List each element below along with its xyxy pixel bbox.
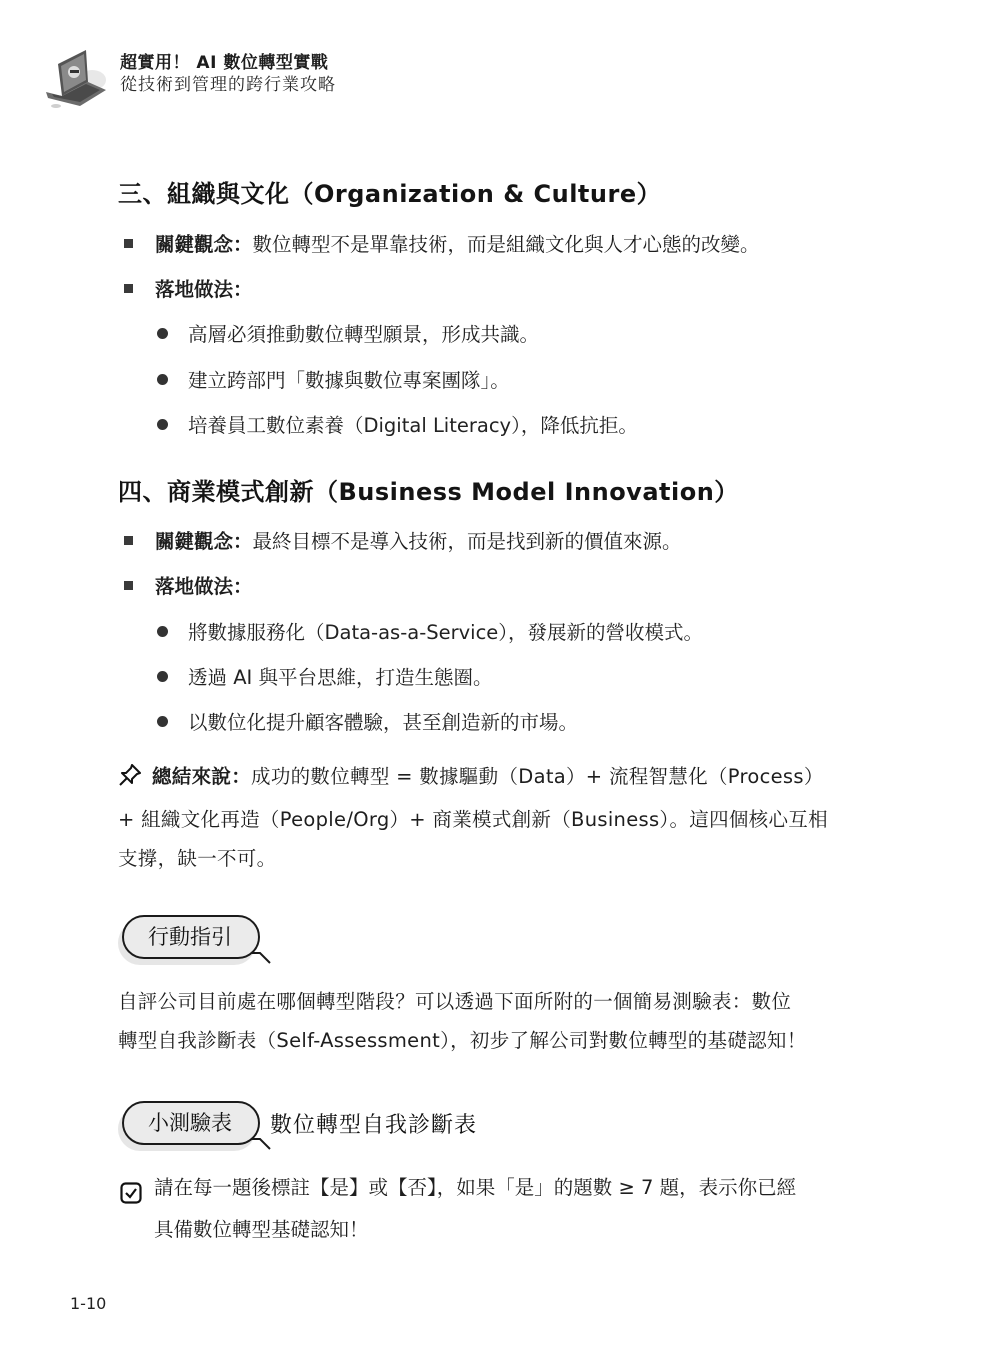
- bullet-dot-icon: [157, 419, 168, 430]
- quiz-heading: [122, 1101, 477, 1145]
- quiz-tag-label: 小測驗表: [148, 1111, 232, 1135]
- practice-label: 落地做法：: [155, 278, 253, 301]
- summary-paragraph: [118, 757, 878, 878]
- list-item-text: 培養員工數位素養（Digital Literacy），降低抗拒。: [188, 414, 638, 437]
- list-item-text: 建立跨部門「數據與數位專案團隊」。: [188, 369, 510, 392]
- section-title-business-model-innovation: 四、商業模式創新（Business Model Innovation）: [118, 478, 739, 506]
- key-concept-label: 關鍵觀念：: [155, 530, 253, 553]
- speech-tail-icon: [250, 947, 272, 969]
- bullet-dot-icon: [157, 374, 168, 385]
- book-header: [40, 38, 336, 118]
- summary-line-2: + 組織文化再造（People/Org）+ 商業模式創新（Business）。這四個核心互相: [118, 808, 828, 831]
- action-guide-line-1: 自評公司目前處在哪個轉型階段？可以透過下面所附的一個簡易測驗表：數位: [118, 990, 792, 1013]
- list-item: [157, 365, 510, 393]
- list-item: [157, 410, 638, 438]
- square-bullet-icon: [124, 284, 133, 293]
- square-bullet-icon: [124, 239, 133, 248]
- book-title: 超實用！ AI 數位轉型實戰: [120, 53, 329, 73]
- summary-line-1: 成功的數位轉型 = 數據驅動（Data）+ 流程智慧化（Process）: [251, 765, 824, 788]
- list-item-text: 將數據服務化（Data-as-a-Service），發展新的營收模式。: [188, 621, 704, 644]
- list-item-text: 透過 AI 與平台思維，打造生態圈。: [188, 666, 493, 689]
- key-concept-item: [124, 526, 682, 554]
- key-concept-text: 數位轉型不是單靠技術，而是組織文化與人才心態的改變。: [252, 233, 760, 256]
- action-guide-paragraph: [118, 982, 878, 1060]
- square-bullet-icon: [124, 581, 133, 590]
- key-concept-label: 關鍵觀念：: [155, 233, 253, 256]
- list-item: [157, 662, 493, 690]
- practice-heading: [124, 571, 253, 599]
- key-concept-text: 最終目標不是導入技術，而是找到新的價值來源。: [252, 530, 682, 553]
- bullet-dot-icon: [157, 626, 168, 637]
- quiz-title: 數位轉型自我診斷表: [270, 1112, 478, 1138]
- list-item-text: 高層必須推動數位轉型願景，形成共識。: [188, 323, 540, 346]
- speech-tail-icon: [250, 1133, 272, 1155]
- book-subtitle: 從技術到管理的跨行業攻略: [120, 75, 336, 95]
- practice-heading: [124, 274, 253, 302]
- summary-label: 總結來說：: [152, 765, 252, 788]
- quiz-instruction-line-1: 請在每一題後標註【是】或【否】，如果「是」的題數 ≥ 7 題，表示你已經: [154, 1176, 797, 1199]
- square-bullet-icon: [124, 536, 133, 545]
- practice-label: 落地做法：: [155, 575, 253, 598]
- quiz-instruction-line-2: 具備數位轉型基礎認知！: [154, 1218, 369, 1241]
- list-item-text: 以數位化提升顧客體驗，甚至創造新的市場。: [188, 711, 579, 734]
- action-guide-tag: [122, 915, 260, 959]
- bullet-dot-icon: [157, 328, 168, 339]
- list-item: [157, 617, 703, 645]
- key-concept-item: [124, 229, 760, 257]
- section-title-organization-culture: 三、組織與文化（Organization & Culture）: [118, 180, 662, 208]
- list-item: [157, 319, 539, 347]
- page-number: 1-10: [70, 1294, 107, 1313]
- pushpin-icon: [118, 761, 144, 800]
- bullet-dot-icon: [157, 716, 168, 727]
- quiz-instruction: [120, 1167, 880, 1251]
- action-guide-label: 行動指引: [148, 925, 232, 949]
- bullet-dot-icon: [157, 671, 168, 682]
- checkbox-icon: [120, 1177, 142, 1199]
- list-item: [157, 707, 578, 735]
- laptop-robot-logo-icon: [40, 42, 118, 114]
- summary-line-3: 支撐，缺一不可。: [118, 847, 277, 870]
- speech-bubble: [122, 1101, 260, 1145]
- speech-bubble: [122, 915, 260, 959]
- action-guide-line-2: 轉型自我診斷表（Self-Assessment），初步了解公司對數位轉型的基礎認知！: [118, 1029, 807, 1052]
